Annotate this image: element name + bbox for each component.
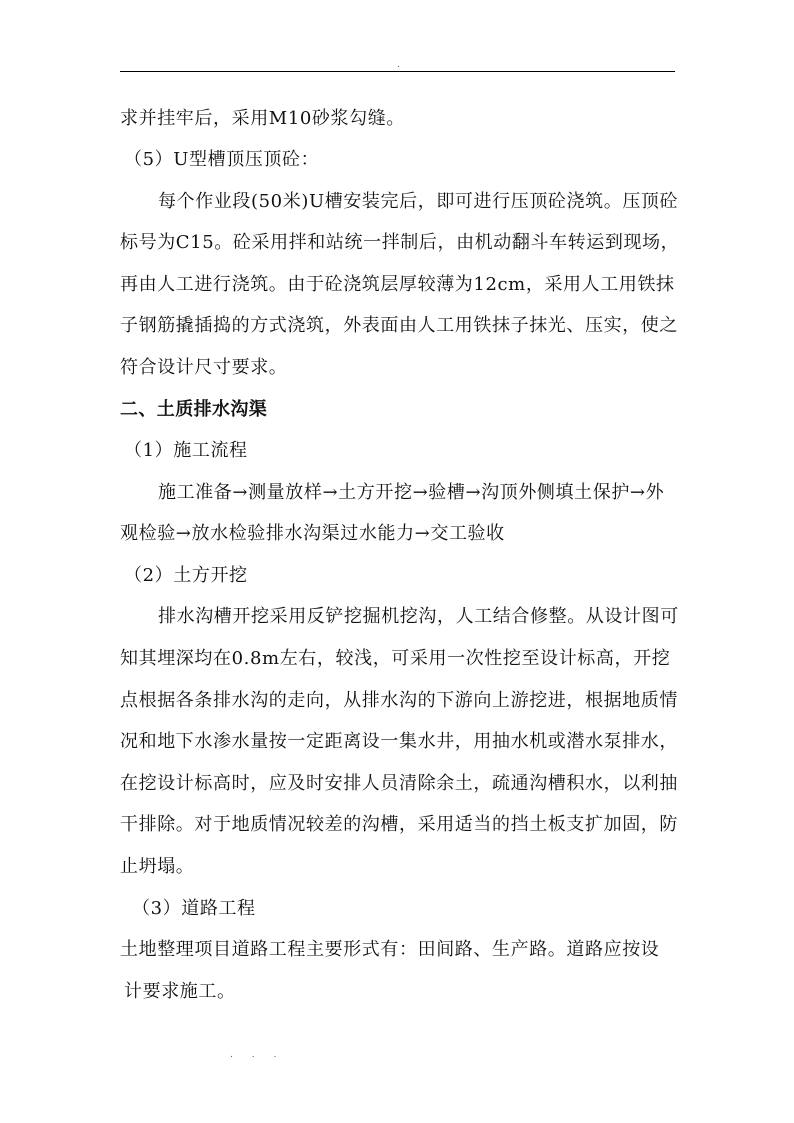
subsection-heading: （1）施工流程 xyxy=(124,440,248,461)
body-line: 计要求施工。 xyxy=(124,981,236,1002)
body-line: 再由人工进行浇筑。由于砼浇筑层厚较薄为12cm，采用人工用铁抹 xyxy=(120,274,675,295)
body-line: 止坍塌。 xyxy=(120,856,195,877)
subsection-heading: （3）道路工程 xyxy=(132,898,256,919)
subsection-heading: （2）土方开挖 xyxy=(124,565,248,586)
body-line: 排水沟槽开挖采用反铲挖掘机挖沟，人工结合修整。从设计图可 xyxy=(158,606,679,627)
subsection-heading: （5）U型槽顶压顶砼： xyxy=(124,149,320,170)
body-line: 子钢筋撬插捣的方式浇筑，外表面由人工用铁抹子抹光、压实，使之 xyxy=(120,315,678,336)
body-line: 土地整理项目道路工程主要形式有：田间路、生产路。道路应按设 xyxy=(120,939,660,960)
body-line: 符合设计尺寸要求。 xyxy=(120,357,288,378)
header-mark: . xyxy=(397,60,400,70)
body-line: 点根据各条排水沟的走向，从排水沟的下游向上游挖进，根据地质情 xyxy=(120,690,678,711)
body-line: 况和地下水渗水量按一定距离设一集水井，用抽水机或潜水泵排水， xyxy=(120,731,678,752)
body-line: 标号为C15。砼采用拌和站统一拌制后，由机动翻斗车转运到现场， xyxy=(120,232,680,253)
body-line: 在挖设计标高时，应及时安排人员清除余土，疏通沟槽积水，以利抽 xyxy=(120,773,678,794)
section-heading: 二、土质排水沟渠 xyxy=(120,399,268,420)
body-line: 观检验→放水检验排水沟渠过水能力→交工验收 xyxy=(120,523,505,544)
body-line: 干排除。对于地质情况较差的沟槽，采用适当的挡土板支扩加固，防 xyxy=(120,814,678,835)
body-line: 每个作业段(50米)U槽安装完后，即可进行压顶砼浇筑。压顶砼 xyxy=(158,191,679,212)
body-line: 施工准备→测量放样→土方开挖→验槽→沟顶外侧填土保护→外 xyxy=(158,482,665,503)
footer-mark: . . . xyxy=(230,1050,285,1060)
body-line: 求并挂牢后，采用M10砂浆勾缝。 xyxy=(120,108,405,129)
header-rule xyxy=(120,71,675,72)
body-line: 知其埋深均在0.8m左右，较浅，可采用一次性挖至设计标高，开挖 xyxy=(120,648,671,669)
